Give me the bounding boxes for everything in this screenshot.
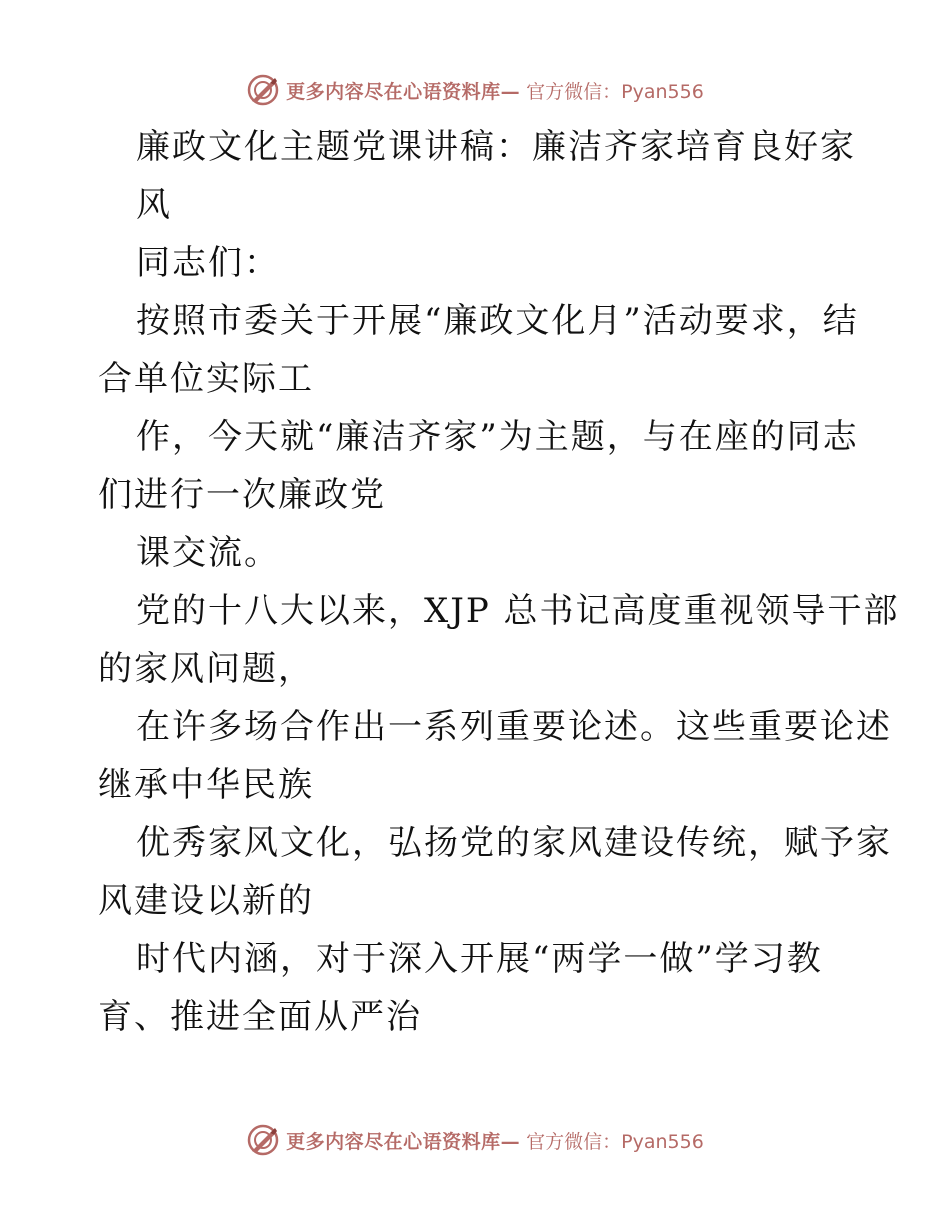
title-line-1: 廉政文化主题党课讲稿：廉洁齐家培育良好家: [136, 127, 856, 167]
paragraph-line: 按照市委关于开展“廉政文化月”活动要求，结: [136, 301, 859, 341]
header-contact-text: 官方微信：Pyan556: [526, 80, 704, 103]
paragraph-line: 风建设以新的: [98, 881, 314, 921]
title-line-2: 风: [136, 185, 172, 225]
paragraph-line: 优秀家风文化，弘扬党的家风建设传统，赋予家: [136, 823, 892, 863]
footer-watermark-banner: [0, 1120, 950, 1160]
paragraph-line: 党的十八大以来，XJP 总书记高度重视领导干部: [136, 591, 900, 631]
pen-logo-icon: [246, 1123, 280, 1157]
paragraph-line: 育、推进全面从严治: [98, 997, 422, 1037]
salutation: 同志们：: [136, 243, 280, 283]
footer-contact-text: 官方微信：Pyan556: [526, 1130, 704, 1153]
paragraph-line: 在许多场合作出一系列重要论述。这些重要论述: [136, 707, 892, 747]
paragraph-line: 继承中华民族: [98, 765, 314, 805]
paragraph-line: 作，今天就“廉洁齐家”为主题，与在座的同志: [136, 417, 859, 457]
paragraph-line: 的家风问题，: [98, 649, 314, 689]
header-site-text: 更多内容尽在心语资料库—: [286, 80, 521, 103]
header-watermark-banner: [0, 70, 950, 110]
pen-logo-icon: [246, 73, 280, 107]
paragraph-line: 课交流。: [136, 533, 280, 573]
paragraph-line: 时代内涵，对于深入开展“两学一做”学习教: [136, 939, 823, 979]
paragraph-line: 合单位实际工: [98, 359, 314, 399]
footer-site-text: 更多内容尽在心语资料库—: [286, 1130, 521, 1153]
document-body: [98, 118, 900, 1046]
paragraph-line: 们进行一次廉政党: [98, 475, 386, 515]
